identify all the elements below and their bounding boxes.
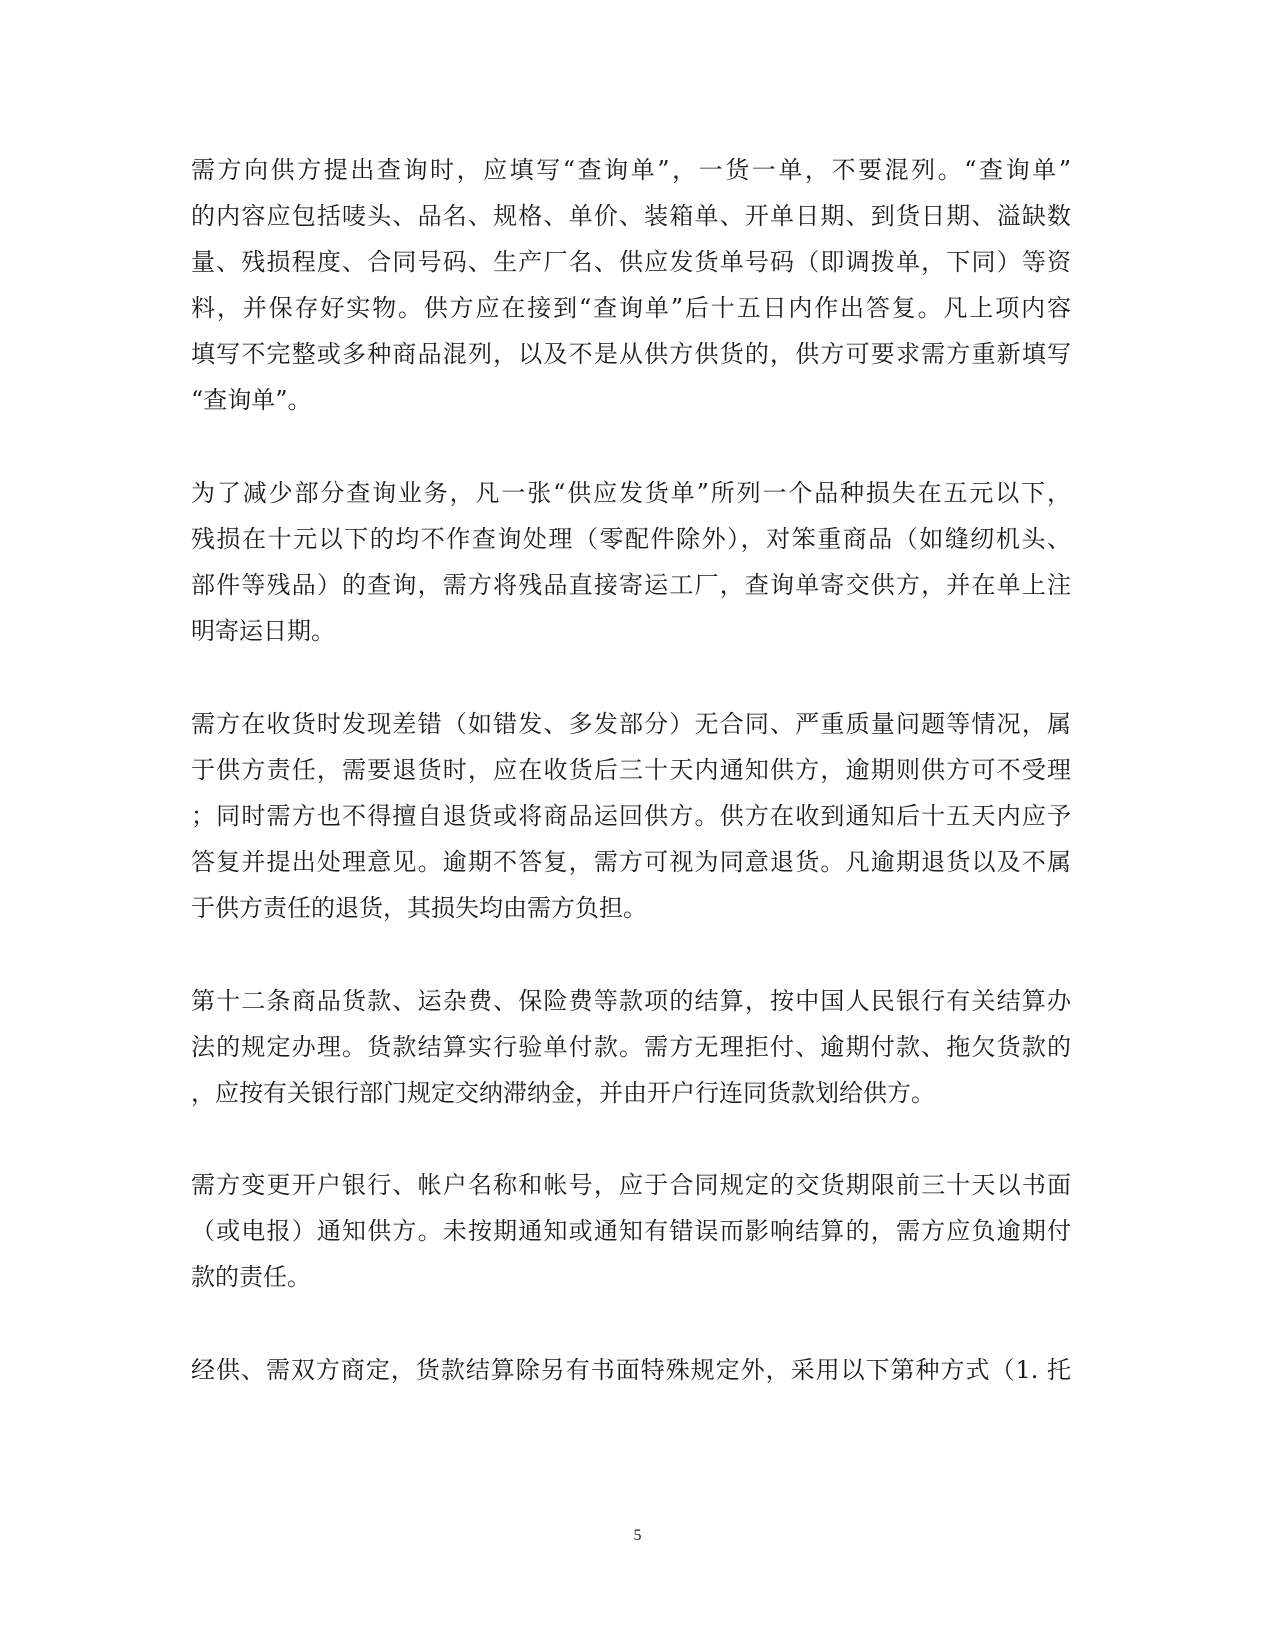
text-line: ，应按有关银行部门规定交纳滞纳金，并由开户行连同货款划给供方。: [191, 1079, 935, 1107]
text-line: 的内容应包括唛头、品名、规格、单价、装箱单、开单日期、到货日期、溢缺数: [191, 202, 1071, 230]
text-line: 部件等残品）的查询，需方将残品直接寄运工厂，查询单寄交供方，并在单上注: [191, 571, 1071, 599]
text-line: 经供、需双方商定，货款结算除另有书面特殊规定外，采用以下第种方式（1. 托: [191, 1356, 1071, 1384]
text-line: 需方变更开户银行、帐户名称和帐号，应于合同规定的交货期限前三十天以书面: [191, 1171, 1071, 1199]
text-line: 需方向供方提出查询时，应填写“查询单”，一货一单，不要混列。“查询单”: [191, 156, 1071, 184]
text-line: 于供方责任的退货，其损失均由需方负担。: [191, 894, 647, 922]
page-number: 5: [633, 1527, 642, 1544]
text-line: 答复并提出处理意见。逾期不答复，需方可视为同意退货。凡逾期退货以及不属: [191, 848, 1071, 876]
text-line: 填写不完整或多种商品混列，以及不是从供方供货的，供方可要求需方重新填写: [191, 340, 1071, 368]
text-line: 法的规定办理。货款结算实行验单付款。需方无理拒付、逾期付款、拖欠货款的: [191, 1033, 1071, 1061]
text-line: ；同时需方也不得擅自退货或将商品运回供方。供方在收到通知后十五天内应予: [191, 802, 1071, 830]
text-line: 需方在收货时发现差错（如错发、多发部分）无合同、严重质量问题等情况，属: [191, 710, 1071, 738]
text-line: 为了减少部分查询业务，凡一张“供应发货单”所列一个品种损失在五元以下，: [191, 479, 1071, 507]
text-line: （或电报）通知供方。未按期通知或通知有错误而影响结算的，需方应负逾期付: [191, 1217, 1071, 1245]
text-line: 于供方责任，需要退货时，应在收货后三十天内通知供方，逾期则供方可不受理: [191, 756, 1071, 784]
text-line: 料，并保存好实物。供方应在接到“查询单”后十五日内作出答复。凡上项内容: [191, 294, 1071, 322]
text-line: “查询单”。: [191, 386, 312, 414]
text-line: 残损在十元以下的均不作查询处理（零配件除外），对笨重商品（如缝纫机头、: [191, 525, 1071, 553]
text-line: 第十二条商品货款、运杂费、保险费等款项的结算，按中国人民银行有关结算办: [191, 987, 1071, 1015]
text-line: 量、残损程度、合同号码、生产厂名、供应发货单号码（即调拨单，下同）等资: [191, 248, 1071, 276]
text-line: 明寄运日期。: [191, 617, 335, 645]
text-line: 款的责任。: [191, 1263, 311, 1291]
